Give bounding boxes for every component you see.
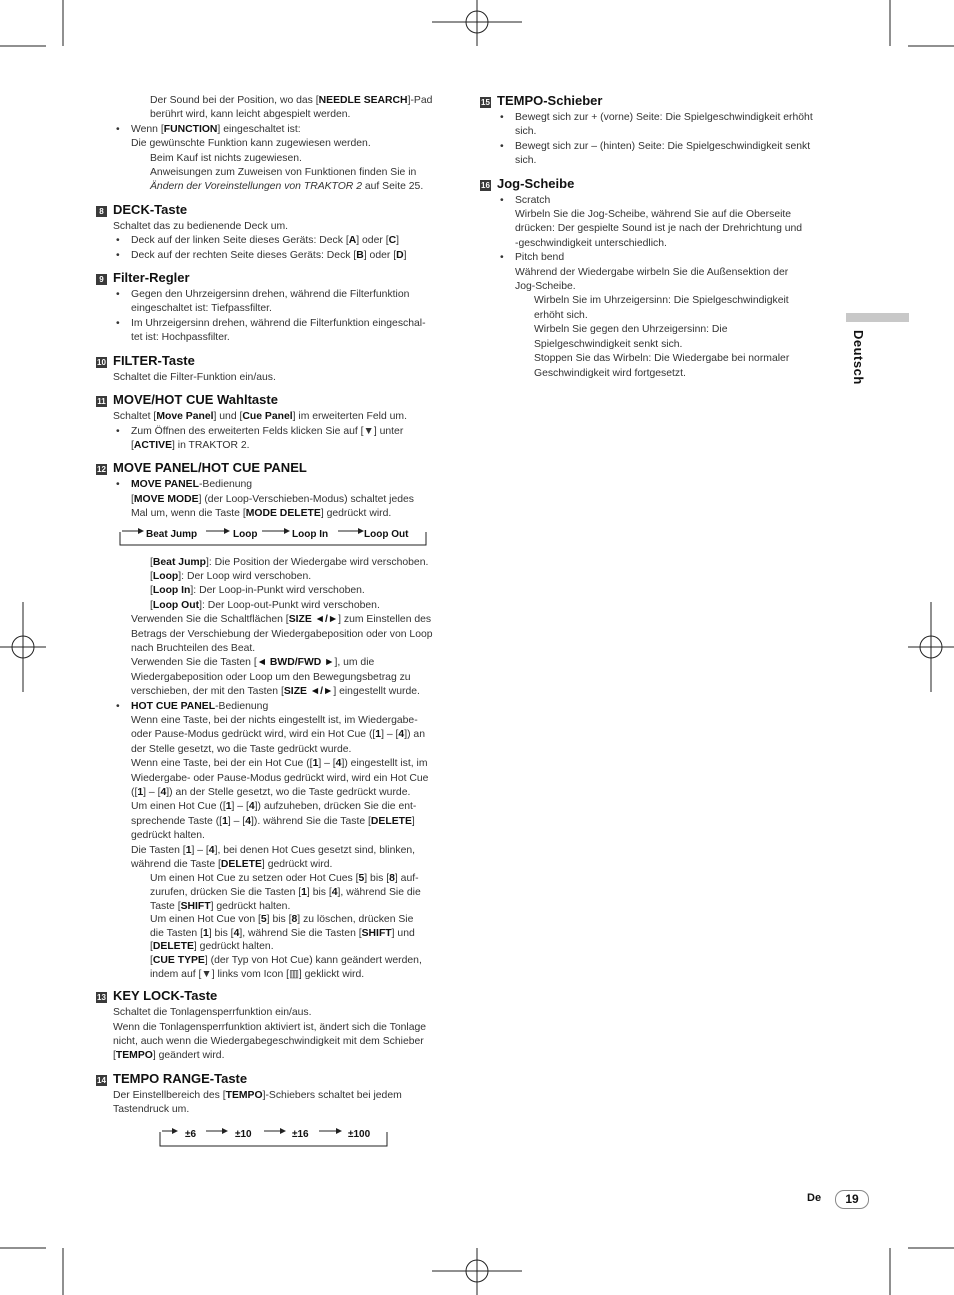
bullet-item: • Bewegt sich zur – (hinten) Seite: Die Spielgeschwindigkeit senkt <box>480 140 840 154</box>
bullet-item: • Zum Öffnen des erweiterten Felds klicken Sie auf [▼] unter <box>96 425 456 439</box>
text-line: Wiedergabeposition oder Loop um den Bewegungsbetrag zu <box>131 671 411 683</box>
text-line: der Stelle gesetzt, wo die Taste gedrückt wurde. <box>131 743 352 755</box>
tempo-range-cycle-diagram <box>96 1122 456 1156</box>
text-line: Verwenden Sie die Tasten [◄ BWD/FWD ►], um die <box>131 657 375 669</box>
section-heading <box>96 201 456 219</box>
text-line: Der Sound bei der Position, wo das [NEEDLE SEARCH]-Pad <box>150 95 433 106</box>
text-line: Geschwindigkeit wird fortgesetzt. <box>534 367 686 379</box>
section-number: 12 <box>97 465 106 475</box>
section-title: TEMPO RANGE-Taste <box>113 1070 248 1086</box>
text-line: Um einen Hot Cue von [5] bis [8] zu löschen, drücken Sie <box>150 914 414 926</box>
text-line: Taste [SHIFT] gedrückt halten. <box>150 900 291 912</box>
text-line: Anweisungen zum Zuweisen von Funktionen finden Sie in <box>150 167 417 179</box>
section-heading <box>96 352 456 370</box>
text-line: [MOVE MODE] (der Loop-Verschieben-Modus) schaltet jedes <box>131 493 414 505</box>
text-line: zurufen, drücken Sie die Tasten [1] bis [4], während Sie die <box>150 887 421 899</box>
section-number: 9 <box>96 274 107 285</box>
section-title: MOVE/HOT CUE Wahltaste <box>113 392 278 408</box>
text-line: [Beat Jump]: Die Position der Wiedergabe wird verschoben. <box>150 556 429 568</box>
bullet-item: • Bewegt sich zur + (vorne) Seite: Die Spielgeschwindigkeit erhöht <box>480 111 840 125</box>
text-line: Die gewünschte Funktion kann zugewiesen werden. <box>131 138 371 150</box>
bullet-item: • Deck auf der rechten Seite dieses Geräts: Deck [B] oder [D] <box>96 249 456 263</box>
text-line: Verwenden Sie die Schaltflächen [SIZE ◄/►] zum Einstellen des <box>131 614 432 626</box>
text-line: Schaltet [Move Panel] und [Cue Panel] im erweiterten Feld um. <box>113 411 407 423</box>
cross-reference: Ändern der Voreinstellungen von TRAKTOR 2 auf Seite 25. <box>150 181 424 193</box>
text-line: ([1] – [4]) an der Stelle gesetzt, wo die Taste gedrückt wurde. <box>131 787 411 799</box>
text-line: Stoppen Sie das Wirbeln: Die Wiedergabe bei normaler <box>534 353 790 365</box>
section-heading <box>480 93 840 110</box>
text-line: gedrückt halten. <box>131 830 205 842</box>
text-line: nicht, auch wenn die Wiedergabegeschwindigkeit mit dem Schieber <box>113 1036 424 1048</box>
section-title: FILTER-Taste <box>113 352 195 368</box>
text-line: [Loop]: Der Loop wird verschoben. <box>150 570 312 582</box>
text-line: sich. <box>515 126 537 138</box>
bullet-item: • MOVE PANEL-Bedienung <box>96 478 456 492</box>
text-line: Wenn eine Taste, bei der nichts eingestellt ist, im Wiedergabe- <box>131 715 418 726</box>
cycle-arrows <box>96 1122 456 1156</box>
section-title: Jog-Scheibe <box>497 175 575 191</box>
section-title: KEY LOCK-Taste <box>113 988 218 1004</box>
text-line: indem auf [▼] links vom Icon [▥] geklickt wird. <box>150 968 365 980</box>
page-number: 19 <box>835 1190 869 1209</box>
text-line: nach Bruchteilen des Beat. <box>131 642 256 654</box>
section-number: 13 <box>97 993 106 1003</box>
text-line: eingeschaltet ist: Tiefpassfilter. <box>131 303 272 315</box>
flow-label: Loop <box>233 528 258 540</box>
text-line: Während der Wiedergabe wirbeln Sie die Außensektion der <box>515 266 789 278</box>
left-column <box>96 94 456 1156</box>
section-heading <box>96 988 456 1005</box>
section-heading <box>480 175 840 193</box>
section-number: 15 <box>481 98 490 107</box>
bullet-item: • Wenn [FUNCTION] eingeschaltet ist: <box>96 123 456 137</box>
text-line: Wirbeln Sie gegen den Uhrzeigersinn: Die <box>534 324 728 336</box>
text-line: Um einen Hot Cue ([1] – [4]) aufzuheben, drücken Sie die ent- <box>131 801 417 813</box>
section-title: Filter-Regler <box>113 270 190 286</box>
section-heading <box>96 1070 456 1088</box>
text-line: Wenn die Tonlagensperrfunktion aktiviert ist, ändert sich die Tonlage <box>113 1021 427 1033</box>
footer-language: De <box>807 1192 822 1204</box>
section-number: 14 <box>97 1075 106 1085</box>
text-line: [CUE TYPE] (der Typ von Hot Cue) kann geändert werden, <box>150 955 422 967</box>
section-heading <box>96 392 456 409</box>
text-line: die Tasten [1] bis [4], während Sie die Tasten [SHIFT] und <box>150 927 415 939</box>
section-heading <box>96 460 456 477</box>
text-line: [ACTIVE] in TRAKTOR 2. <box>131 439 250 451</box>
text-line: sprechende Taste ([1] – [4]). während Sie die Taste [DELETE] <box>131 815 415 827</box>
section-number: 8 <box>96 206 107 217</box>
text-line: Wiedergabe- oder Pause-Modus gedrückt wird, wird ein Hot Cue <box>131 772 429 784</box>
flow-label: ±100 <box>348 1128 371 1140</box>
text-line: sich. <box>515 155 537 167</box>
text-line: [Loop In]: Der Loop-in-Punkt wird verschoben. <box>150 585 365 597</box>
text-line: Wenn eine Taste, bei der ein Hot Cue ([1] – [4]) eingestellt ist, im <box>131 758 428 770</box>
bullet-item: • Gegen den Uhrzeigersinn drehen, während die Filterfunktion <box>96 288 456 302</box>
section-title: TEMPO-Schieber <box>497 93 603 108</box>
text-line: während die Taste [DELETE] gedrückt wird. <box>131 859 333 871</box>
flow-label: Beat Jump <box>146 528 198 540</box>
flow-label: Loop In <box>292 528 329 540</box>
text-line: Mal um, wenn die Taste [MODE DELETE] gedrückt wird. <box>131 508 392 520</box>
bullet-item: • Deck auf der linken Seite dieses Geräts: Deck [A] oder [C] <box>96 234 456 248</box>
text-line: -geschwindigkeit unterschiedlich. <box>515 237 667 249</box>
text-line: Der Einstellbereich des [TEMPO]-Schiebers schaltet bei jedem <box>113 1089 402 1101</box>
text-line: Die Tasten [1] – [4], bei denen Hot Cues gesetzt sind, blinken, <box>131 844 416 856</box>
flow-label: ±16 <box>292 1128 309 1140</box>
flow-label: Loop Out <box>364 528 409 540</box>
text-line: berührt wird, kann leicht abgespielt werden. <box>150 109 351 121</box>
bullet-item: • Im Uhrzeigersinn drehen, während die Filterfunktion eingeschal- <box>96 317 456 331</box>
right-column <box>480 94 840 381</box>
bullet-item: • HOT CUE PANEL-Bedienung <box>96 700 456 714</box>
text-line: Tastendruck um. <box>113 1104 190 1116</box>
section-number: 10 <box>97 357 106 367</box>
flow-label: ±6 <box>185 1128 197 1140</box>
section-title: MOVE PANEL/HOT CUE PANEL <box>113 460 307 476</box>
text-line: Schaltet die Filter-Funktion ein/aus. <box>113 371 276 383</box>
move-mode-cycle-diagram <box>96 522 456 556</box>
text-line: Schaltet das zu bedienende Deck um. <box>113 220 289 232</box>
bullet-item: • Scratch <box>480 194 840 208</box>
section-number: 16 <box>481 180 490 190</box>
text-line: [TEMPO] geändert wird. <box>113 1050 225 1062</box>
text-line: Wirbeln Sie im Uhrzeigersinn: Die Spielgeschwindigkeit <box>534 295 789 307</box>
text-line: verschieben, der mit den Tasten [SIZE ◄/►] eingestellt wurde. <box>131 686 420 698</box>
text-line: Um einen Hot Cue zu setzen oder Hot Cues [5] bis [8] auf- <box>150 873 419 885</box>
text-line: tet ist: Hochpassfilter. <box>131 332 230 344</box>
language-tab-bar <box>846 313 909 322</box>
text-line: oder Pause-Modus gedrückt wird, wird ein Hot Cue ([1] – [4]) an <box>131 729 425 741</box>
section-heading <box>96 270 456 287</box>
text-line: erhöht sich. <box>534 309 588 321</box>
text-line: Schaltet die Tonlagensperrfunktion ein/aus. <box>113 1007 312 1019</box>
bullet-item: • Pitch bend <box>480 251 840 265</box>
section-number: 11 <box>97 397 106 407</box>
text-line: drücken: Der gespielte Sound ist je nach der Drehrichtung und <box>515 223 803 235</box>
text-line: Jog-Scheibe. <box>515 281 576 293</box>
text-line: Beim Kauf ist nichts zugewiesen. <box>150 152 302 164</box>
text-line: Spielgeschwindigkeit senkt sich. <box>534 338 683 350</box>
flow-label: ±10 <box>235 1128 252 1140</box>
text-line: [Loop Out]: Der Loop-out-Punkt wird verschoben. <box>150 599 380 611</box>
section-title: DECK-Taste <box>113 201 188 217</box>
language-tab-label: Deutsch <box>851 330 866 385</box>
text-line: Betrags der Verschiebung der Wiedergabeposition oder von Loop <box>131 628 433 640</box>
text-line: Wirbeln Sie die Jog-Scheibe, während Sie auf die Oberseite <box>515 209 792 221</box>
text-line: [DELETE] gedrückt halten. <box>150 941 274 953</box>
